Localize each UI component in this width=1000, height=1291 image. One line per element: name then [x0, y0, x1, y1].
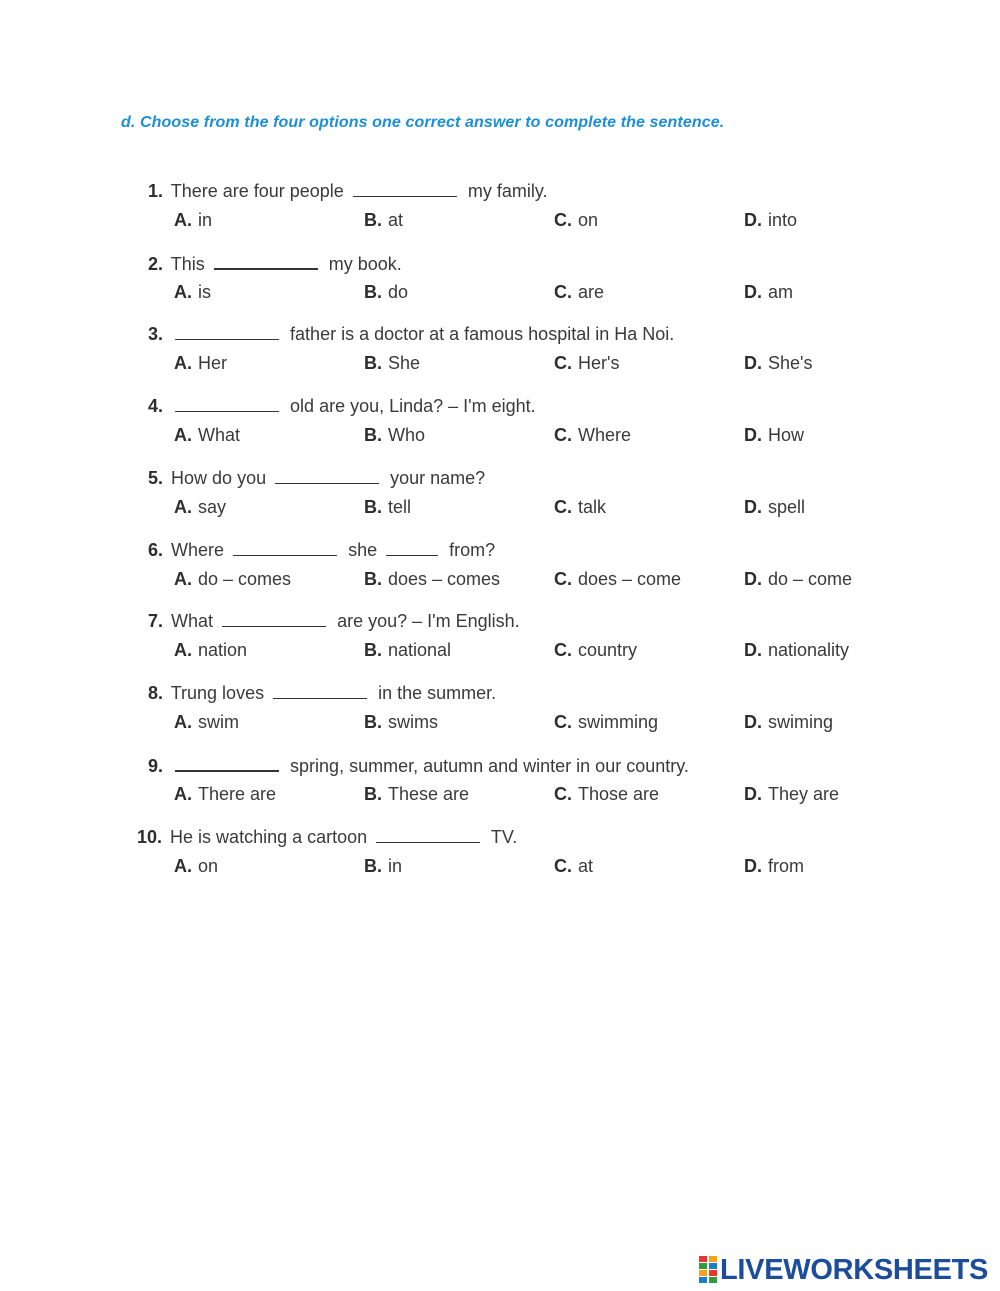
stem-text-before: He is watching a cartoon — [170, 827, 368, 847]
option-d[interactable] — [744, 282, 793, 303]
option-letter: A. — [174, 425, 192, 445]
stem-text-after: my book. — [328, 254, 402, 274]
option-letter: B. — [364, 712, 382, 732]
option-letter: D. — [744, 282, 762, 302]
option-b[interactable] — [364, 497, 411, 518]
option-letter: B. — [364, 569, 382, 589]
option-letter: A. — [174, 569, 192, 589]
option-c[interactable] — [554, 282, 604, 303]
option-letter: B. — [364, 640, 382, 660]
option-text: swiming — [768, 712, 834, 732]
question-stem — [148, 754, 689, 777]
option-letter: C. — [554, 282, 572, 302]
answer-blank-2[interactable] — [386, 539, 438, 556]
option-a[interactable] — [174, 856, 218, 877]
option-text: She's — [768, 353, 813, 373]
liveworksheets-logo — [698, 1254, 988, 1286]
option-letter: D. — [744, 497, 762, 517]
option-letter: D. — [744, 425, 762, 445]
option-b[interactable] — [364, 569, 500, 590]
option-text: do – comes — [198, 569, 292, 589]
option-b[interactable] — [364, 640, 451, 661]
option-c[interactable] — [554, 856, 593, 877]
option-d[interactable] — [744, 425, 804, 446]
option-b[interactable] — [364, 353, 420, 374]
question-stem — [148, 610, 520, 632]
option-text: What — [198, 425, 241, 445]
option-c[interactable] — [554, 569, 681, 590]
option-letter: C. — [554, 210, 572, 230]
option-a[interactable] — [174, 497, 226, 518]
question-number: 2. — [148, 254, 164, 274]
option-letter: A. — [174, 640, 192, 660]
question-number: 10. — [137, 827, 163, 847]
option-letter: B. — [364, 784, 382, 804]
option-c[interactable] — [554, 640, 637, 661]
option-text: Who — [388, 425, 426, 445]
option-letter: C. — [554, 497, 572, 517]
stem-text-before: Where — [171, 540, 225, 560]
option-letter: C. — [554, 784, 572, 804]
option-c[interactable] — [554, 210, 598, 231]
option-text: She — [388, 353, 421, 373]
question-stem — [148, 395, 536, 417]
answer-blank[interactable] — [233, 539, 337, 556]
option-letter: C. — [554, 569, 572, 589]
option-text: on — [578, 210, 599, 230]
option-d[interactable] — [744, 353, 812, 374]
option-text: country — [578, 640, 638, 660]
option-letter: B. — [364, 856, 382, 876]
option-text: How — [768, 425, 805, 445]
option-text: Where — [578, 425, 632, 445]
option-a[interactable] — [174, 640, 247, 661]
answer-blank[interactable] — [175, 323, 279, 340]
question-stem — [148, 252, 402, 275]
question-number: 4. — [148, 396, 164, 416]
option-letter: D. — [744, 353, 762, 373]
option-c[interactable] — [554, 784, 659, 805]
stem-text-before: How do you — [171, 468, 267, 488]
answer-blank[interactable] — [175, 395, 279, 412]
option-text: does – comes — [388, 569, 501, 589]
question-number: 3. — [148, 324, 164, 344]
option-text: do – come — [768, 569, 853, 589]
option-letter: C. — [554, 712, 572, 732]
option-letter: A. — [174, 856, 192, 876]
stem-text-after: your name? — [390, 468, 486, 488]
option-a[interactable] — [174, 210, 212, 231]
option-letter: B. — [364, 353, 382, 373]
stem-text-after: in the summer. — [378, 683, 497, 703]
question-number: 7. — [148, 611, 164, 631]
option-a[interactable] — [174, 712, 239, 733]
option-letter: A. — [174, 712, 192, 732]
option-c[interactable] — [554, 425, 631, 446]
stem-text-before: This — [170, 254, 205, 274]
option-letter: A. — [174, 784, 192, 804]
option-letter: D. — [744, 712, 762, 732]
question-number: 6. — [148, 540, 164, 560]
option-d[interactable] — [744, 712, 833, 733]
option-a[interactable] — [174, 425, 240, 446]
option-text: These are — [388, 784, 470, 804]
option-b[interactable] — [364, 210, 403, 231]
question-stem — [148, 539, 495, 561]
option-text: swim — [198, 712, 239, 732]
option-text: is — [198, 282, 211, 302]
answer-blank[interactable] — [214, 252, 318, 270]
option-text: in — [388, 856, 403, 876]
option-text: Those are — [578, 784, 660, 804]
option-text: swimming — [578, 712, 659, 732]
option-text: There are — [198, 784, 277, 804]
stem-text-before: What — [171, 611, 214, 631]
answer-blank[interactable] — [353, 180, 457, 197]
instruction-text: d. Choose from the four options one correct answer to complete the sentence. — [121, 114, 725, 131]
option-text: nationality — [768, 640, 850, 660]
option-d[interactable] — [744, 640, 849, 661]
stem-text-after: from? — [449, 540, 496, 560]
option-letter: A. — [174, 210, 192, 230]
option-letter: D. — [744, 784, 762, 804]
option-text: They are — [768, 784, 840, 804]
option-text: are — [578, 282, 605, 302]
option-d[interactable] — [744, 856, 804, 877]
question-stem — [148, 180, 548, 202]
option-letter: A. — [174, 353, 192, 373]
option-b[interactable] — [364, 712, 438, 733]
stem-text-after: my family. — [467, 181, 548, 201]
option-text: am — [768, 282, 794, 302]
answer-blank[interactable] — [376, 826, 480, 843]
option-text: on — [198, 856, 219, 876]
stem-text-after: TV. — [490, 827, 518, 847]
option-d[interactable] — [744, 497, 805, 518]
option-text: tell — [388, 497, 412, 517]
stem-text-after: father is a doctor at a famous hospital in Ha Noi. — [290, 324, 675, 344]
question-number: 9. — [148, 756, 164, 776]
question-stem — [148, 467, 485, 489]
option-letter: D. — [744, 640, 762, 660]
logo-text: LIVEWORKSHEETS — [720, 1253, 989, 1286]
option-text: say — [198, 497, 227, 517]
answer-blank[interactable] — [175, 754, 279, 772]
question-number: 5. — [148, 468, 164, 488]
option-text: at — [388, 210, 404, 230]
answer-blank[interactable] — [273, 682, 367, 699]
question-stem — [137, 826, 517, 848]
option-letter: D. — [744, 210, 762, 230]
logo-blocks-icon — [698, 1255, 718, 1285]
option-text: nation — [198, 640, 248, 660]
stem-text-after: old are you, Linda? – I'm eight. — [290, 396, 536, 416]
option-letter: B. — [364, 425, 382, 445]
option-text: at — [578, 856, 594, 876]
option-d[interactable] — [744, 569, 852, 590]
stem-text-before: There are four people — [170, 181, 344, 201]
option-a[interactable] — [174, 282, 211, 303]
question-number: 1. — [148, 181, 164, 201]
stem-text-after: spring, summer, autumn and winter in our country. — [290, 756, 689, 776]
option-text: spell — [768, 497, 806, 517]
question-stem — [148, 323, 674, 345]
option-c[interactable] — [554, 712, 658, 733]
option-b[interactable] — [364, 856, 402, 877]
option-text: Her — [198, 353, 228, 373]
option-text: does – come — [578, 569, 682, 589]
option-letter: D. — [744, 856, 762, 876]
option-letter: A. — [174, 282, 192, 302]
option-d[interactable] — [744, 784, 839, 805]
option-text: do — [388, 282, 409, 302]
option-b[interactable] — [364, 282, 408, 303]
option-letter: A. — [174, 497, 192, 517]
option-text: talk — [578, 497, 607, 517]
stem-text-after: are you? – I'm English. — [337, 611, 520, 631]
option-text: national — [388, 640, 452, 660]
option-b[interactable] — [364, 425, 425, 446]
stem-text-middle: she — [348, 540, 378, 560]
option-b[interactable] — [364, 784, 469, 805]
option-text: into — [768, 210, 798, 230]
option-c[interactable] — [554, 497, 606, 518]
question-number: 8. — [148, 683, 164, 703]
option-text: from — [768, 856, 804, 876]
option-d[interactable] — [744, 210, 797, 231]
option-a[interactable] — [174, 353, 227, 374]
stem-text-before: Trung loves — [170, 683, 265, 703]
option-text: swims — [388, 712, 438, 732]
option-letter: D. — [744, 569, 762, 589]
option-letter: C. — [554, 353, 572, 373]
answer-blank[interactable] — [222, 610, 326, 627]
option-letter: C. — [554, 856, 572, 876]
option-letter: B. — [364, 497, 382, 517]
option-letter: C. — [554, 640, 572, 660]
option-letter: C. — [554, 425, 572, 445]
option-a[interactable] — [174, 569, 291, 590]
question-stem — [148, 682, 496, 704]
option-letter: B. — [364, 210, 382, 230]
option-c[interactable] — [554, 353, 619, 374]
option-text: Her's — [578, 353, 620, 373]
option-letter: B. — [364, 282, 382, 302]
option-a[interactable] — [174, 784, 276, 805]
answer-blank[interactable] — [275, 467, 379, 484]
option-text: in — [198, 210, 213, 230]
